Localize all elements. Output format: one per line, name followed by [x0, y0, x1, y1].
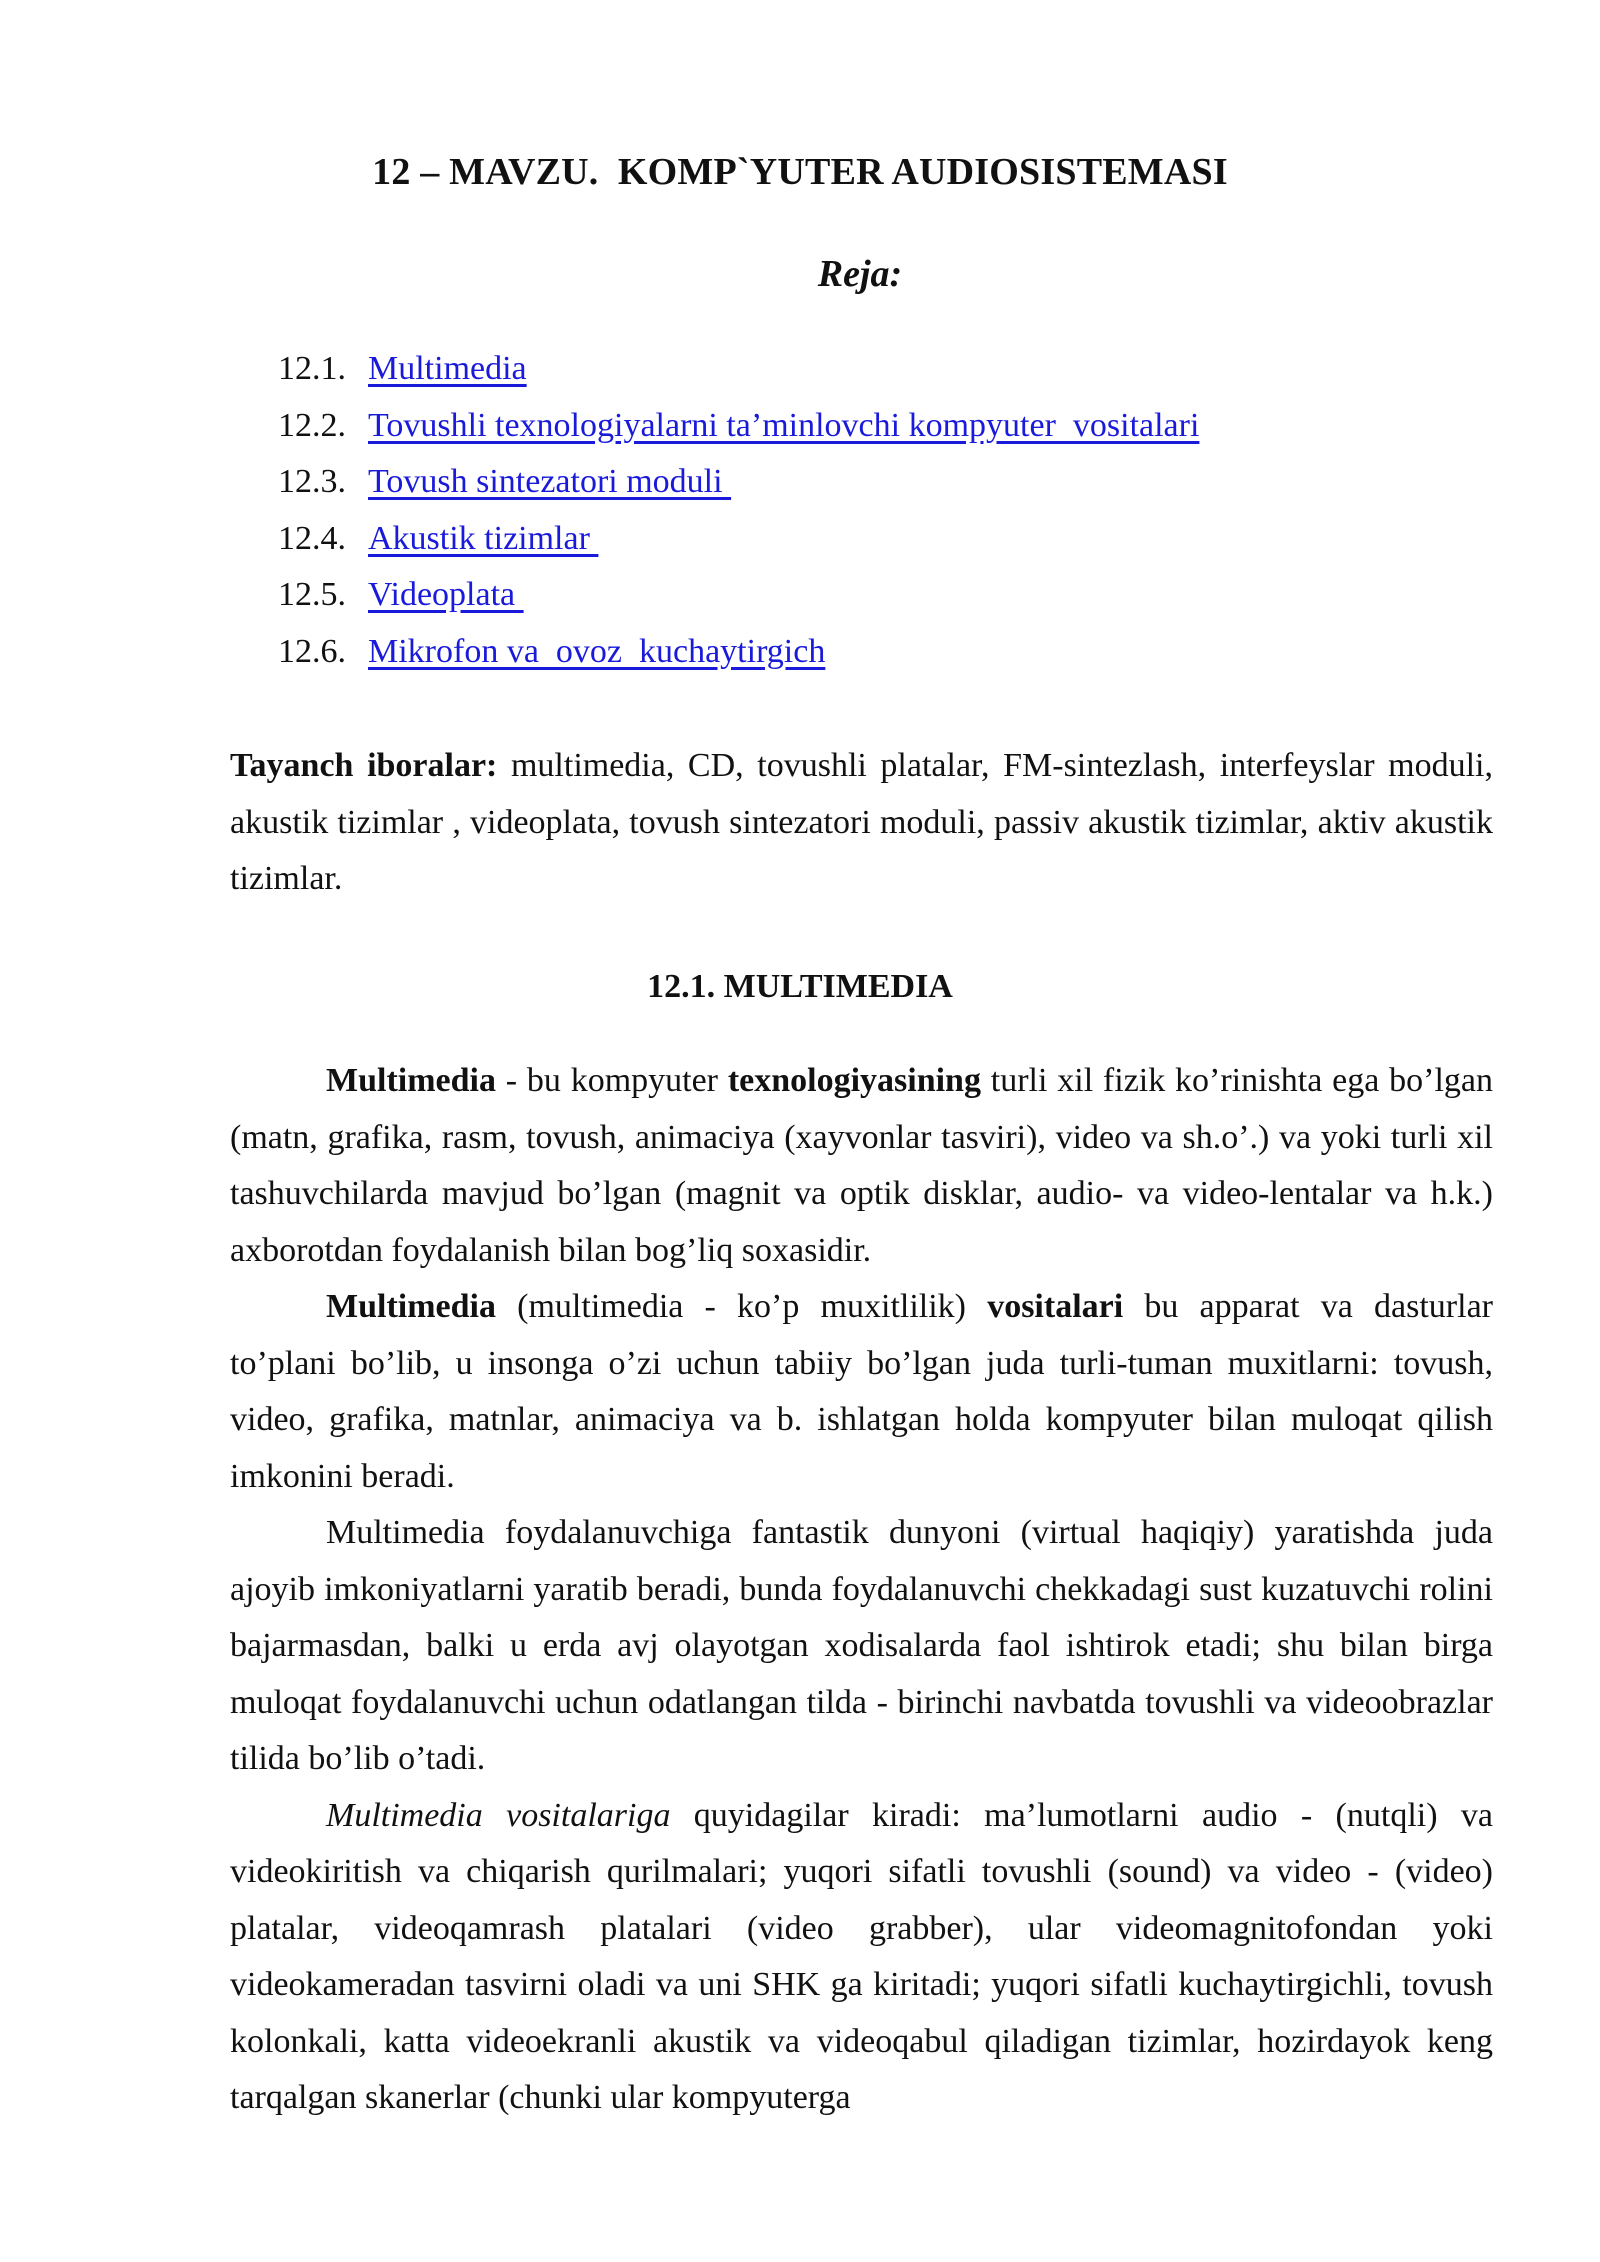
paragraph-text: turli xil fizik ko’rinishta ega bo’lgan (matn, grafika, rasm, tovush, animaciya (xayvonlar tasviri), video va sh.o’.) va yoki turli xil tashuvchilarda mavjud bo’lgan (magnit va optik disklar, audio- va video-lentalar va h.k.) axborotdan foydalanish bilan bog’liq soxasidir. [230, 1062, 1493, 1269]
bold-term: Multimedia [326, 1288, 496, 1325]
bold-term: vositalari [987, 1288, 1124, 1325]
paragraph-4 [230, 1788, 1493, 2127]
page-title: 12 – MAVZU. KOMP`YUTER AUDIOSISTEMASI [372, 151, 1228, 193]
paragraph-text: - bu kompyuter [495, 1062, 728, 1099]
italic-term: Multimedia vositalariga [326, 1796, 671, 1834]
paragraph-text: (multimedia - ko’p muxitlilik) [495, 1288, 988, 1325]
toc-item [278, 458, 1199, 515]
paragraph-3: Multimedia foydalanuvchiga fantastik dunyoni (virtual haqiqiy) yaratishda juda ajoyib imkoniyatlarni yaratib beradi, bunda foydalanuvchi chekkadagi sust kuzatuvchi rolini bajarmasdan, balki u erda avj olayotgan xodisalarda faol ishtirok etadi; shu bilan birga muloqat foydalanuvchi uchun odatlangan tilda - birinchi navbatda tovushli va videoobrazlar tilida bo’lib o’tadi. [230, 1514, 1493, 1777]
keywords-text: multimedia, CD, tovushli platalar, FM-sintezlash, interfeyslar moduli, akustik tizimlar , videoplata, tovush sintezatori moduli, passiv akustik tizimlar, aktiv akustik tizimlar. [230, 747, 1493, 897]
toc-number: 12.1. [278, 350, 346, 387]
toc-item [278, 345, 1199, 402]
paragraph-2 [230, 1279, 1493, 1505]
plan-heading: Reja: [817, 253, 903, 295]
paragraph-text: bu apparat va dasturlar to’plani bo’lib, u insonga o’zi uchun tabiiy bo’lgan juda turli-tuman muxitlarni: tovush, video, grafika, matnlar, animaciya va b. ishlatgan holda kompyuter bilan muloqat qilish imkonini beradi. [230, 1288, 1493, 1495]
toc-number: 12.5. [278, 576, 346, 613]
paragraph-text: quyidagilar kiradi: ma’lumotlarni audio - (nutqli) va videokiritish va chiqarish qurilmalari; yuqori sifatli tovushli (sound) va video - (video) platalar, videoqamrash platalari (video grabber), ular videomagnitofondan yoki videokameradan tasvirni oladi va uni SHK ga kiritadi; yuqori sifatli kuchaytirgichli, tovush kolonkali, katta videoekranli akustik va videoqabul qiladigan tizimlar, hozirdayok keng tarqalgan skanerlar (chunki ular kompyuterga [230, 1796, 1493, 2116]
section-heading: 12.1. MULTIMEDIA [647, 968, 953, 1005]
toc-link-multimedia[interactable]: Multimedia [368, 350, 527, 387]
toc-number: 12.2. [278, 406, 346, 444]
toc-item [278, 402, 1199, 459]
toc-link-videoplata[interactable]: Videoplata [368, 576, 524, 613]
toc-link-microphone[interactable]: Mikrofon va ovoz kuchaytirgich [368, 632, 826, 670]
keywords-paragraph [230, 738, 1493, 908]
table-of-contents [278, 345, 1199, 684]
toc-number: 12.3. [278, 463, 346, 500]
toc-link-sound-tools[interactable]: Tovushli texnologiyalarni ta’minlovchi kompyuter vositalari [368, 406, 1200, 444]
toc-number: 12.4. [278, 519, 346, 557]
keywords-label: Tayanch iboralar: [230, 747, 498, 784]
toc-item [278, 571, 1199, 628]
bold-term: texnologiyasining [727, 1062, 981, 1099]
toc-item [278, 515, 1199, 572]
toc-item [278, 628, 1199, 685]
toc-number: 12.6. [278, 632, 346, 670]
paragraph-1 [230, 1053, 1493, 1279]
toc-link-acoustic-systems[interactable]: Akustik tizimlar [368, 519, 599, 557]
bold-term: Multimedia [326, 1062, 496, 1099]
toc-link-synth-module[interactable]: Tovush sintezatori moduli [368, 463, 732, 500]
section-body [230, 1053, 1493, 2127]
